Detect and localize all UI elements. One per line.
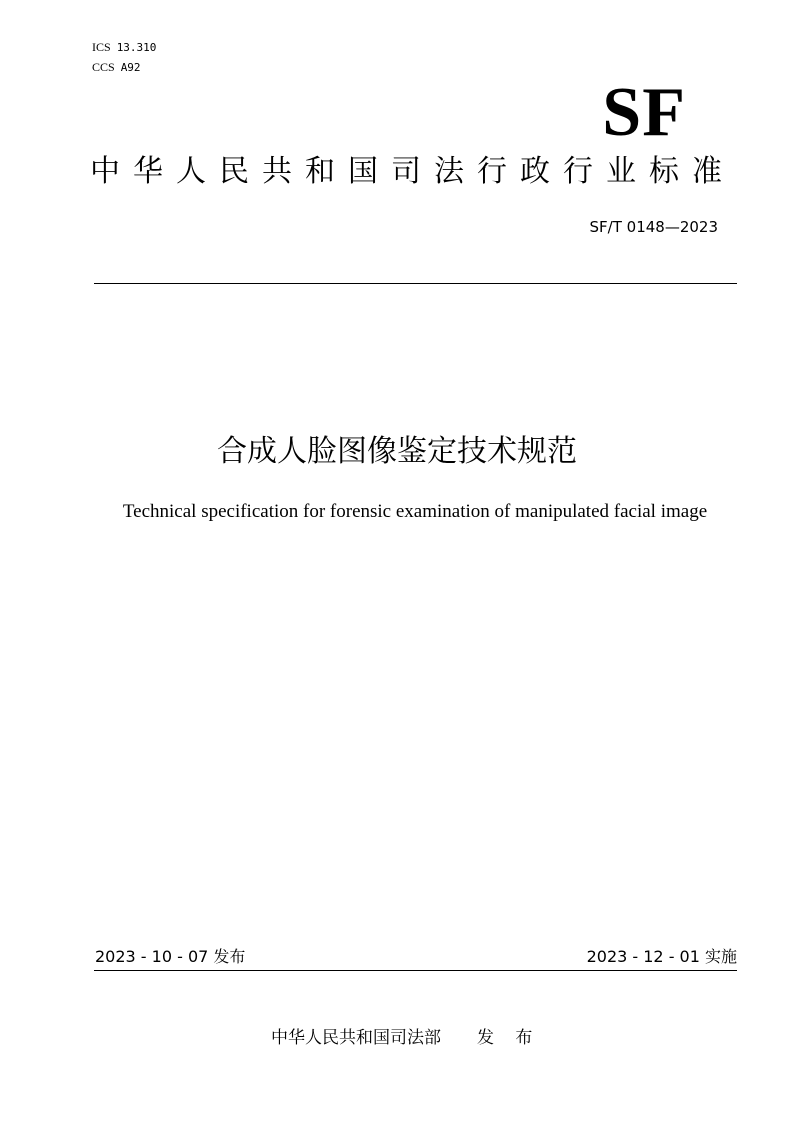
publisher-name: 中华人民共和国司法部 <box>271 1028 441 1048</box>
document-title-cn: 合成人脸图像鉴定技术规范 <box>217 434 577 469</box>
ccs-label: CCS <box>92 60 115 74</box>
publish-verb: 发 布 <box>477 1028 541 1048</box>
top-divider <box>94 283 737 284</box>
implementation-date: 2023 - 12 - 01 实施 <box>586 947 737 966</box>
document-title-en: Technical specification for forensic examination of manipulated facial image <box>122 501 708 522</box>
ics-classification <box>92 40 156 55</box>
ccs-value: A92 <box>120 61 141 74</box>
issue-date: 2023 - 10 - 07 发布 <box>95 947 246 966</box>
standard-number: SF/T 0148—2023 <box>589 218 718 236</box>
publisher-line <box>271 1026 540 1050</box>
bottom-divider <box>94 970 737 971</box>
ccs-classification <box>92 60 141 75</box>
sf-logo: SF <box>602 74 686 151</box>
ics-value: 13.310 <box>116 41 157 54</box>
ics-label: ICS <box>92 40 111 54</box>
standard-category-title: 中华人民共和国司法行政行业标准 <box>90 154 735 189</box>
